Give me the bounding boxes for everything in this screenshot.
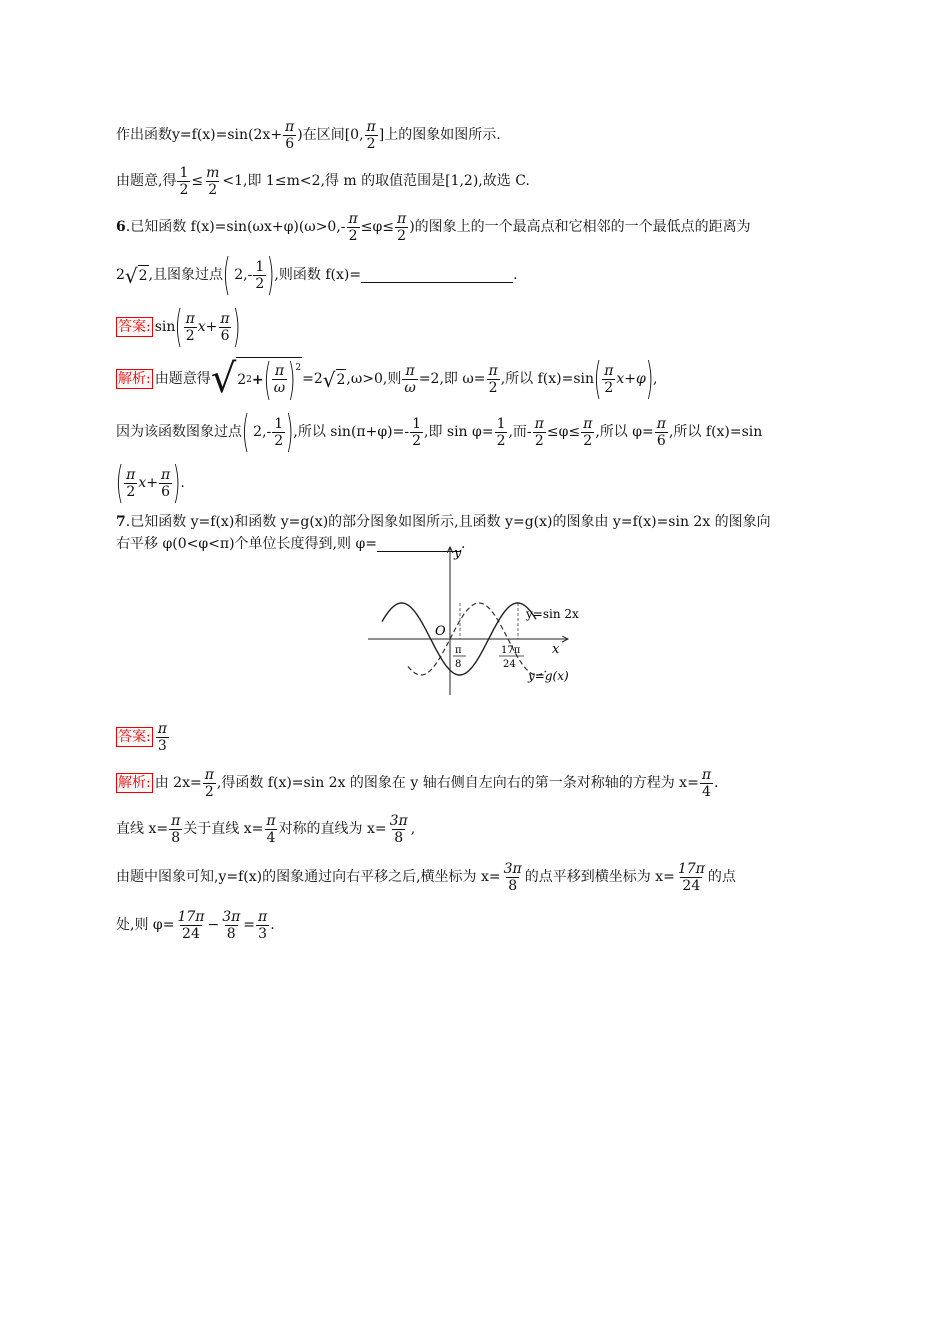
denominator: 2 — [185, 327, 195, 344]
denominator: 2 — [412, 432, 421, 449]
text: ≤φ≤ — [546, 424, 581, 440]
numerator: π — [366, 118, 376, 135]
right-paren: ) — [287, 353, 296, 405]
fraction — [272, 416, 285, 449]
text: ,即 sin φ= — [424, 424, 494, 440]
fraction — [204, 165, 221, 198]
text: ,所以 φ= — [595, 424, 654, 440]
text: x+ — [197, 319, 218, 335]
text: 由题中图象可知,y=f(x)的图象通过向右平移之后,横坐标为 x= — [116, 869, 501, 885]
fraction — [175, 909, 206, 942]
text: ]上的图象如图所示. — [378, 127, 501, 143]
q6-analysis2 — [116, 407, 836, 457]
denominator: 6 — [161, 483, 171, 500]
q6-line2 — [116, 251, 836, 299]
numerator: π — [161, 466, 171, 483]
numerator: π — [488, 362, 498, 379]
text: .已知函数 y=f(x)和函数 y=g(x)的部分图象如图所示,且函数 y=g(x)的图象由 y=f(x)=sin 2x 的图象向 — [125, 514, 771, 530]
fraction — [395, 211, 408, 244]
numerator: π — [126, 466, 136, 483]
fraction — [283, 119, 296, 152]
denominator: 2 — [397, 227, 407, 244]
denominator: 6 — [220, 327, 230, 344]
numerator: 1 — [412, 415, 421, 432]
text: x+φ — [616, 371, 646, 387]
q7-line1 — [116, 511, 836, 533]
text: sin — [154, 319, 176, 335]
denominator: 2 — [604, 379, 614, 396]
fraction — [184, 311, 197, 344]
text: <1,即 1≤m<2,得 m 的取值范围是[1,2),故选 C. — [222, 173, 530, 189]
left-paren: ( — [241, 406, 250, 457]
denominator: 2 — [204, 783, 214, 800]
denominator: 2 — [255, 275, 265, 292]
text: 2 — [234, 267, 244, 283]
text: ,则函数 f(x)= — [274, 267, 362, 283]
fraction — [388, 813, 410, 846]
numerator: π — [405, 362, 415, 379]
text: 2 — [237, 371, 247, 388]
radical-sign: √ — [322, 367, 336, 392]
numerator: π — [274, 363, 285, 379]
radicand — [236, 353, 302, 405]
sqrt — [323, 369, 347, 390]
numerator: π — [701, 766, 712, 783]
radical-sign: √ — [210, 356, 237, 402]
numerator: 1 — [255, 258, 265, 275]
fraction — [159, 467, 172, 500]
tick-label: 24 — [503, 659, 516, 670]
text: 的点平移到横坐标为 x= — [524, 869, 675, 885]
right-paren: ) — [285, 406, 294, 457]
text: )的图象上的一个最高点和它相邻的一个最低点的距离为 — [409, 219, 751, 235]
fraction — [169, 813, 182, 846]
text: ,而- — [508, 424, 532, 440]
text: 对称的直线为 x= — [278, 821, 387, 837]
fraction — [495, 416, 508, 449]
sol5-line1 — [116, 115, 836, 155]
text: 直线 x= — [116, 821, 169, 837]
text: . — [460, 536, 466, 552]
denominator: 2 — [488, 379, 498, 396]
text: )在区间[0, — [297, 127, 364, 143]
right-paren: ) — [172, 457, 181, 508]
numerator: π — [258, 908, 268, 925]
denominator: 2 — [583, 432, 593, 449]
fraction — [655, 416, 668, 449]
text: 右平移 φ(0<φ<π)个单位长度得到,则 φ= — [116, 536, 377, 552]
denominator: 2 — [496, 432, 506, 449]
numerator: π — [185, 310, 195, 327]
exponent: 2 — [295, 362, 302, 373]
fraction — [365, 119, 378, 152]
fraction — [220, 909, 242, 942]
denominator: 2 — [534, 432, 544, 449]
answer-tag: 答案: — [118, 729, 151, 745]
question-number: 6 — [116, 219, 126, 235]
curve-f-label: y=sin 2x — [526, 607, 579, 621]
numerator: π — [204, 766, 214, 783]
curve-g-label: y=g(x) — [528, 669, 569, 683]
numerator: π — [266, 812, 276, 829]
left-paren: ( — [175, 301, 183, 352]
denominator: 2 — [208, 181, 218, 198]
q6-analysis1 — [116, 353, 836, 405]
sol5-line2 — [116, 159, 836, 203]
denominator: 2 — [126, 483, 136, 500]
numerator: π — [348, 210, 358, 227]
numerator: π — [285, 118, 295, 135]
fraction — [203, 767, 216, 800]
y-axis-label: y — [454, 546, 462, 561]
denominator: 4 — [266, 829, 276, 846]
text: . — [180, 475, 185, 491]
text: x+ — [138, 475, 159, 491]
denominator: ω — [404, 379, 416, 396]
numerator: m — [206, 164, 220, 181]
text: . — [513, 267, 518, 283]
analysis-tag: 解析: — [118, 775, 151, 791]
text: . — [714, 775, 719, 791]
text: ,所以 f(x)=sin — [668, 424, 763, 440]
text: 的点 — [707, 869, 736, 885]
numerator: π — [656, 415, 666, 432]
text: . — [270, 917, 275, 933]
fraction — [256, 909, 269, 942]
analysis-tag: 解析: — [118, 371, 151, 387]
text: 关于直线 x= — [183, 821, 264, 837]
numerator: 1 — [179, 164, 189, 181]
numerator: 3π — [222, 908, 241, 925]
fraction — [581, 416, 594, 449]
right-paren: ) — [266, 249, 275, 300]
numerator: π — [157, 720, 167, 737]
q7-analysis1 — [116, 761, 836, 805]
denominator: 2 — [274, 432, 284, 449]
fraction — [602, 363, 615, 396]
denominator: 2 — [348, 227, 358, 244]
numerator: π — [534, 415, 544, 432]
q7-answer — [116, 717, 836, 757]
fraction — [410, 416, 423, 449]
text: 由题意得 — [154, 371, 211, 387]
numerator: 17π — [177, 908, 205, 925]
origin-label: O — [435, 624, 446, 639]
denominator: 2 — [179, 181, 189, 198]
fraction — [487, 363, 500, 396]
exponent: 2 — [246, 374, 252, 385]
text: ,ω>0,则 — [346, 371, 402, 387]
fraction — [124, 467, 137, 500]
right-paren: ) — [645, 353, 654, 404]
left-paren: ( — [115, 457, 124, 508]
text: =2,即 ω= — [418, 371, 486, 387]
text: ≤ — [191, 173, 204, 189]
text: ,且图象过点 — [148, 267, 224, 283]
fraction — [253, 259, 266, 292]
text: =2 — [302, 371, 323, 387]
denominator: 8 — [226, 925, 236, 942]
fraction — [264, 813, 277, 846]
text: 作出函数 — [116, 127, 172, 143]
fraction — [402, 363, 417, 396]
text: ≤φ≤ — [360, 219, 394, 235]
question-number: 7 — [116, 514, 126, 530]
numerator: 1 — [496, 415, 506, 432]
fraction — [272, 363, 287, 396]
fraction — [533, 416, 546, 449]
denominator: 24 — [182, 925, 200, 942]
denominator: 3 — [258, 925, 268, 942]
radicand: 2 — [336, 369, 347, 390]
text: , — [410, 821, 416, 837]
numerator: π — [604, 362, 614, 379]
denominator: 2 — [366, 135, 376, 152]
text: y=f(x)=sin(2x+ — [172, 127, 283, 143]
numerator: 1 — [274, 415, 284, 432]
text: ,- — [262, 424, 272, 440]
denominator: ω — [273, 380, 286, 396]
tick-label: π — [455, 645, 462, 656]
numerator: 3π — [503, 860, 522, 877]
denominator: 6 — [656, 432, 666, 449]
sqrt — [210, 353, 302, 405]
text: 由 2x= — [154, 775, 202, 791]
numerator: 3π — [389, 812, 408, 829]
text: .已知函数 f(x)=sin(ωx+φ)(ω>0,- — [125, 219, 346, 235]
q7-analysis4 — [116, 903, 836, 947]
text: 由题意,得 — [116, 173, 177, 189]
denominator: 8 — [394, 829, 404, 846]
sine-graph — [368, 543, 588, 703]
text: , — [653, 371, 658, 387]
text: ,所以 sin(π+φ)=- — [293, 424, 410, 440]
radicand: 2 — [138, 265, 149, 286]
answer-blank[interactable] — [361, 268, 513, 283]
left-paren: ( — [263, 353, 272, 405]
fraction — [700, 767, 713, 800]
numerator: π — [171, 812, 181, 829]
q6-answer — [116, 303, 836, 351]
q7-analysis2 — [116, 807, 836, 851]
denominator: 8 — [508, 877, 518, 894]
text: − — [207, 917, 220, 933]
denominator: 3 — [157, 737, 167, 754]
text: 因为该函数图象过点 — [116, 424, 242, 440]
answer-tag: 答案: — [118, 319, 151, 335]
left-paren: ( — [593, 353, 602, 404]
left-paren: ( — [222, 249, 231, 300]
numerator: π — [220, 310, 230, 327]
fraction — [177, 165, 190, 198]
denominator: 6 — [285, 135, 295, 152]
tick-label: 8 — [455, 659, 462, 670]
document-page — [116, 115, 836, 947]
text: ,所以 f(x)=sin — [500, 371, 595, 387]
text: ,- — [243, 267, 253, 283]
x-axis-label: x — [552, 642, 560, 657]
denominator: 4 — [701, 783, 711, 800]
text: ,得函数 f(x)=sin 2x 的图象在 y 轴右侧自左向右的第一条对称轴的方程为 x= — [216, 775, 699, 791]
text: 2 — [253, 424, 263, 440]
fraction — [676, 861, 707, 894]
denominator: 8 — [171, 829, 181, 846]
fraction — [218, 311, 231, 344]
numerator: 17π — [677, 860, 705, 877]
tick-label: 17π — [501, 645, 521, 656]
text: = — [243, 917, 256, 933]
text: + — [251, 371, 264, 388]
q6-analysis3 — [116, 459, 836, 507]
fraction — [502, 861, 524, 894]
text: 2 — [116, 267, 125, 283]
sqrt — [125, 265, 149, 286]
right-paren: ) — [232, 301, 241, 352]
q6-line1 — [116, 205, 836, 249]
numerator: π — [397, 210, 407, 227]
radical-sign: √ — [124, 263, 138, 288]
text: 处,则 φ= — [116, 917, 175, 933]
fraction — [347, 211, 360, 244]
q7-analysis3 — [116, 853, 836, 901]
numerator: π — [583, 415, 593, 432]
denominator: 24 — [682, 877, 701, 894]
fraction — [156, 721, 169, 754]
